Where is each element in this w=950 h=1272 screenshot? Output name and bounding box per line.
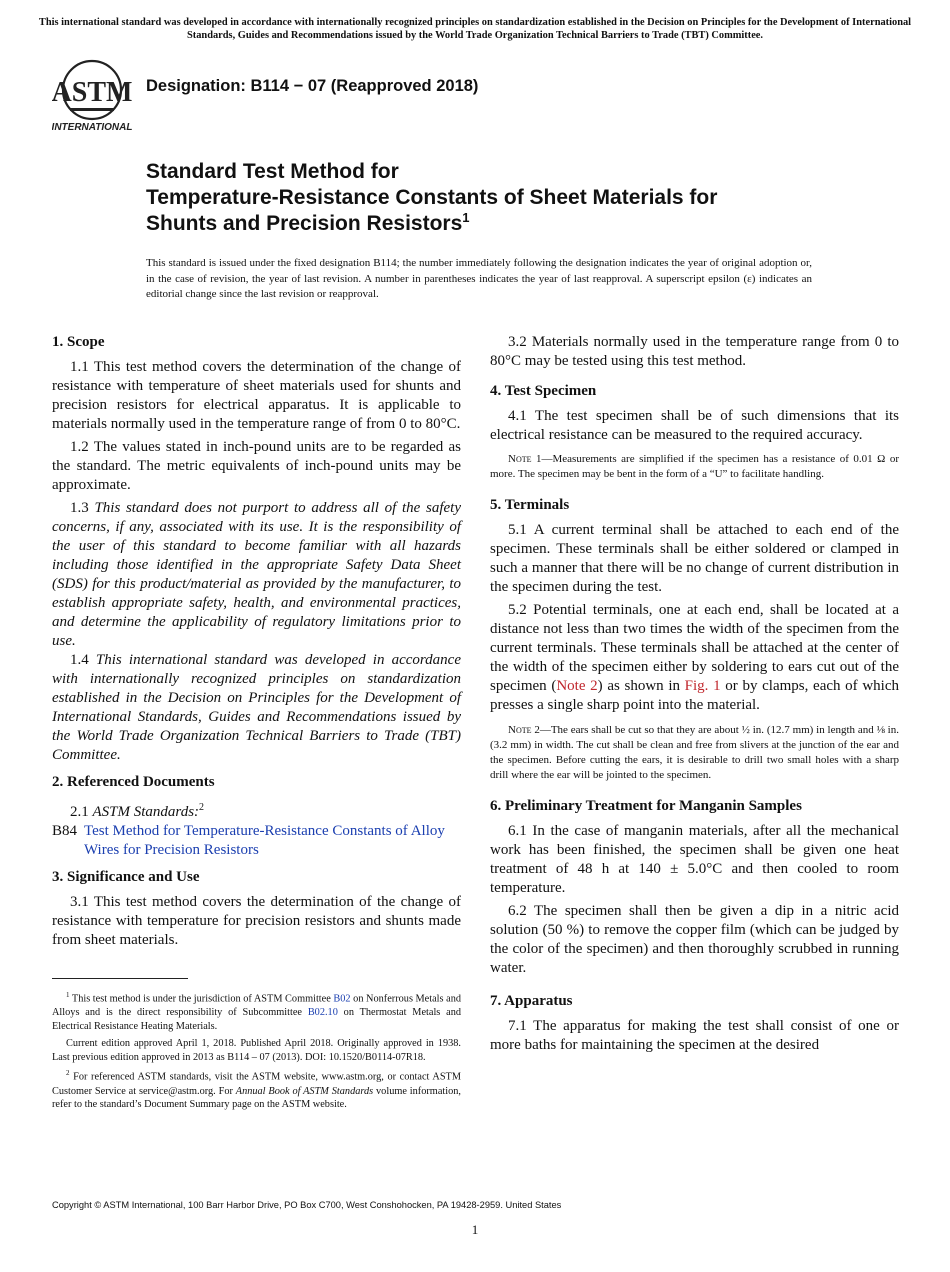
svg-text:ASTM: ASTM (52, 77, 133, 108)
paragraph-1-2: 1.2 The values stated in inch-pound units are to be regarded as the standard. The metric equivalents of inch-pound units may be approximate. (52, 439, 461, 493)
link-b02[interactable]: B02 (333, 993, 351, 1005)
footnote-2: $^2$ For referenced ASTM standards, visit the ASTM website, www.astm.org, or contact ASTM Customer Service at service@astm.org. For Annual Book of ASTM Standards volume information, refer to the standard’s Document Summary page on the ASTM website. (52, 1069, 462, 1111)
document-title (146, 159, 886, 237)
title-line-2: Temperature-Resistance Constants of Sheet Materials for (146, 186, 718, 209)
section-heading-terminals: 5. Terminals (490, 497, 570, 513)
paragraph-1-1: 1.1 This test method covers the determination of the change of resistance with temperature of sheet materials used for shunts and precision resistors for electrical apparatus. It is applicable to materials normally used in the temperature range of from 0 to 80°C. (52, 359, 461, 432)
right-column (490, 333, 899, 1055)
page-number: 1 (471, 1222, 479, 1237)
issued-statement: This standard is issued under the fixed designation B114; the number immediately following the designation indicates the year of original adoption or, in the case of revision, the year of last revision. A number in parentheses indicates the year of last reapproval. A superscript epsilon (ε) indicates an editorial change since the last revision or reapproval. (146, 257, 812, 300)
section-heading-referenced-documents: 2. Referenced Documents (52, 774, 215, 790)
paragraph-1-3: 1.3 This standard does not purport to address all of the safety concerns, if any, associated with its use. It is the responsibility of the user of this standard to become familiar with all hazards including those identified in the appropriate Safety Data Sheet (SDS) for this product/material as provided by the manufacturer, to establish appropriate safety, health, and environmental practices, and determine the applicability of regulatory limitations prior to use. (52, 500, 462, 649)
reference-b84 (52, 822, 461, 860)
copyright-notice: Copyright © ASTM International, 100 Barr Harbor Drive, PO Box C700, West Conshohocken, PA 19428-2959. United States (52, 1200, 562, 1210)
paragraph-1-4: 1.4 This international standard was developed in accordance with internationally recognized principles on standardization established in the Decision on Principles for the Development of International Standards, Guides and Recommendations issued by the World Trade Organization Technical Barriers to Trade (TBT) Committee. (52, 652, 462, 763)
paragraph-4-1: 4.1 The test specimen shall be of such dimensions that its electrical resistance can be measured to the required accuracy. (490, 408, 899, 443)
section-heading-significance: 3. Significance and Use (52, 869, 200, 885)
reference-code: B84 (52, 823, 78, 839)
paragraph-6-2: 6.2 The specimen shall then be given a dip in a nitric acid solution (50 %) to remove the copper film (which can be judged by the color of the specimen) and then thoroughly scrubbed in running water. (490, 903, 899, 976)
paragraph-2-1: 2.1 ASTM Standards:$^2$ (70, 802, 205, 820)
footnote-divider (52, 978, 188, 979)
paragraph-6-1: 6.1 In the case of manganin materials, after all the mechanical work has been finished, the specimen shall be given one heat treatment of 48 h at 140 ± 5.0°C and then cooled to room temperature. (490, 823, 899, 896)
reference-link-b84[interactable]: Test Method for Temperature-Resistance Constants of Alloy Wires for Precision Resistors (84, 823, 445, 858)
title-line-3: Shunts and Precision Resistors$^1$ (146, 210, 470, 235)
logo-text: INTERNATIONAL (52, 122, 133, 133)
paragraph-7-1: 7.1 The apparatus for making the test shall consist of one or more baths for maintaining the specimen at the desired (490, 1018, 899, 1053)
footnotes (52, 989, 461, 1112)
designation: Designation: B114 − 07 (Reapproved 2018) (146, 77, 479, 95)
title-footnote-mark: 1 (462, 210, 470, 225)
footnote-1: $^1$ This test method is under the jurisdiction of ASTM Committee B02 on Nonferrous Metals and Alloys and is the direct responsibility of Subcommittee B02.10 on Thermostat Metals and Electrical Resistance Heating Materials. (52, 991, 462, 1033)
note-2: Note 2—The ears shall be cut so that they are about ½ in. (12.7 mm) in length and ⅛ in. (3.2 mm) in width. The cut shall be clean and free from slivers at the junction of the ear and the specimen. Before cutting the ears, it is desirable to drill two small holes with a sharp drill where the ear will be jointed to the specimen. (490, 724, 899, 781)
title-line-1: Standard Test Method for (146, 160, 399, 183)
left-column (52, 333, 461, 950)
link-b02-10[interactable]: B02.10 (307, 1007, 338, 1019)
section-heading-test-specimen: 4. Test Specimen (490, 383, 597, 399)
header-note: This international standard was developed in accordance with internationally recognized principles on standardization established in the Decision on Principles for the Development of International Standards, Guides and Recommendations issued by the World Trade Organization Technical Barriers to Trade (TBT) Committee. (38, 17, 912, 41)
paragraph-5-2: 5.2 Potential terminals, one at each end, shall be located at a distance not less than two times the width of the specimen from the current terminals. These terminals shall be attached at the center of the width of the specimen either by soldering to ears cut out of the specimen (Note 2) as shown in Fig. 1 or by clamps, each of which presses a single sharp point into the material. (490, 602, 899, 713)
paragraph-3-2: 3.2 Materials normally used in the temperature range from 0 to 80°C may be tested using this test method. (490, 334, 899, 369)
paragraph-3-1: 3.1 This test method covers the determination of the change of resistance with temperature for precision resistors and shunts made from sheet materials. (52, 894, 461, 948)
link-note-2[interactable]: Note 2 (556, 678, 598, 694)
section-heading-apparatus: 7. Apparatus (490, 993, 573, 1009)
note-1: Note 1—Measurements are simplified if the specimen has a resistance of 0.01 Ω or more. The specimen may be bent in the form of a “U” to facilitate handling. (490, 453, 899, 480)
section-heading-preliminary-treatment: 6. Preliminary Treatment for Manganin Samples (490, 798, 802, 814)
footnote-1-edition: Current edition approved April 1, 2018. Published April 2018. Originally approved in 1938. Last previous edition approved in 2013 as B114 – 07 (2013). DOI: 10.1520/B0114-07R18. (52, 1037, 461, 1063)
astm-logo (52, 56, 136, 134)
section-heading-scope: 1. Scope (52, 334, 105, 350)
paragraph-5-1: 5.1 A current terminal shall be attached to each end of the specimen. These terminals shall be either soldered or clamped in such a manner that there will be no change of current distribution in the specimen during the test. (490, 522, 899, 595)
link-fig-1[interactable]: Fig. 1 (684, 678, 721, 694)
